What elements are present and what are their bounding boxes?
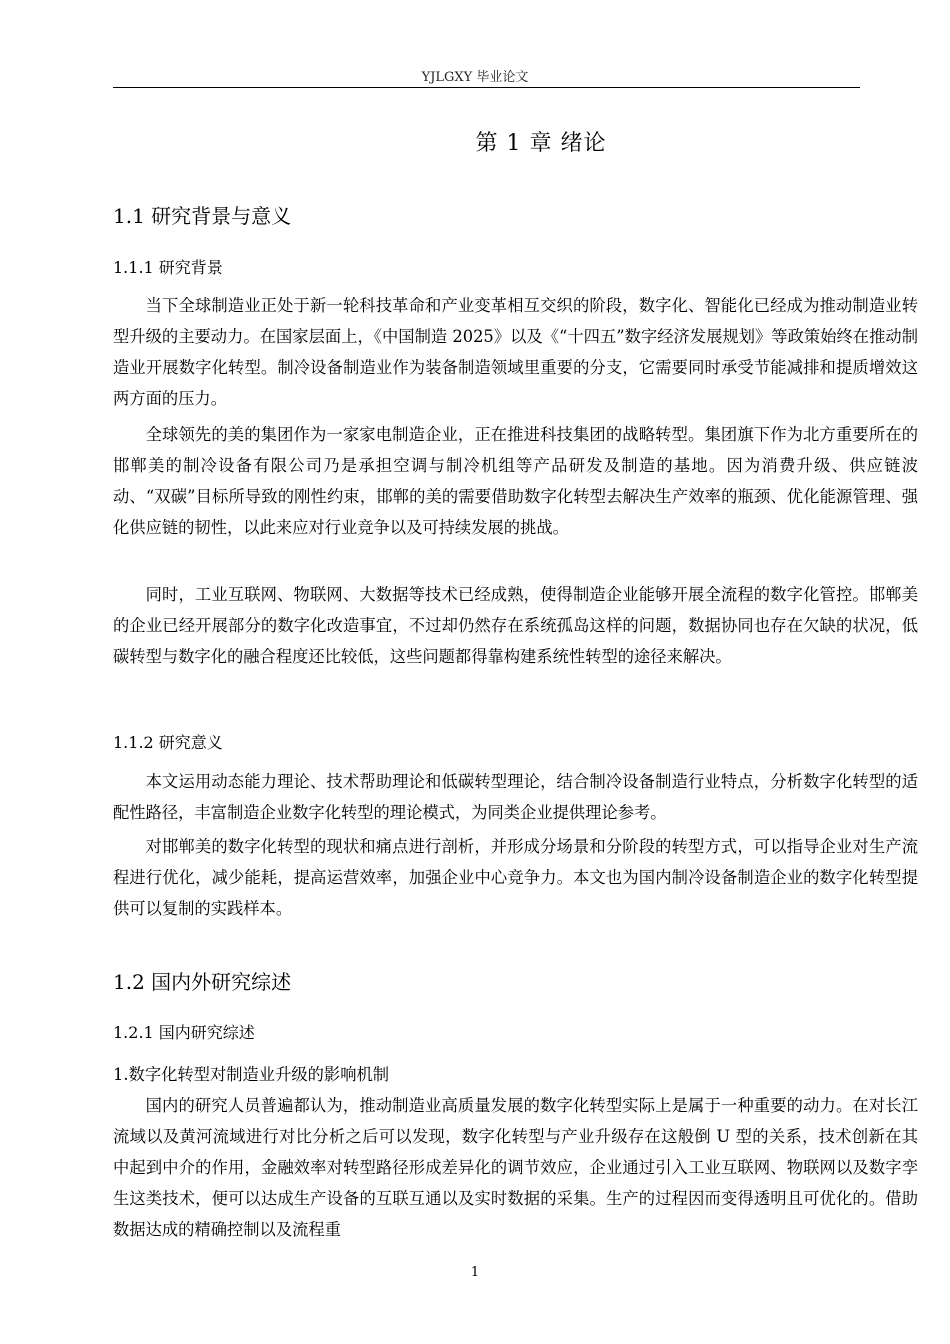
section-heading-1-1: 1.1 研究背景与意义 (113, 204, 292, 228)
page-number: 1 (470, 1265, 480, 1280)
paragraph: 国内的研究人员普遍都认为，推动制造业高质量发展的数字化转型实际上是属于一种重要的动力。在对长江流域以及黄河流域进行对比分析之后可以发现，数字化转型与产业升级存在这般倒 U 型的关系，技术创新在其中起到中介的作用，金融效率对转型路径形成差异化的调节效应，企业通过引入工业互联网、物联网以及数字孪生这类技术，便可以达成生产设备的互联互通以及实时数据的采集。生产的过程因而变得透明且可优化的。借助数据达成的精确控制以及流程重 (113, 1096, 918, 1239)
running-title: YJLGXY 毕业论文 (421, 70, 529, 85)
chapter-title: 第 1 章 绪论 (475, 131, 607, 156)
subsection-heading-1-2-1: 1.2.1 国内研究综述 (113, 1023, 255, 1042)
subsection-heading-1-1-1: 1.1.1 研究背景 (113, 258, 223, 277)
paragraph: 对邯郸美的数字化转型的现状和痛点进行剖析，并形成分场景和分阶段的转型方式，可以指导企业对生产流程进行优化，减少能耗，提高运营效率，加强企业中心竞争力。本文也为国内制冷设备制造企业的数字化转型提供可以复制的实践样本。 (113, 837, 918, 918)
numbered-subheading: 1.数字化转型对制造业升级的影响机制 (113, 1065, 390, 1084)
paragraph: 全球领先的美的集团作为一家家电制造企业，正在推进科技集团的战略转型。集团旗下作为北方重要所在的邯郸美的制冷设备有限公司乃是承担空调与制冷机组等产品研发及制造的基地。因为消费升级、供应链波动、“双碳”目标所导致的刚性约束，邯郸的美的需要借助数字化转型去解决生产效率的瓶颈、优化能源管理、强化供应链的韧性，以此来应对行业竞争以及可持续发展的挑战。 (113, 425, 918, 537)
section-heading-1-2: 1.2 国内外研究综述 (113, 970, 292, 994)
subsection-heading-1-1-2: 1.1.2 研究意义 (113, 733, 223, 752)
paragraph: 本文运用动态能力理论、技术帮助理论和低碳转型理论，结合制冷设备制造行业特点，分析数字化转型的适配性路径，丰富制造企业数字化转型的理论模式，为同类企业提供理论参考。 (113, 772, 918, 822)
header-divider (113, 87, 860, 88)
paragraph: 当下全球制造业正处于新一轮科技革命和产业变革相互交织的阶段，数字化、智能化已经成为推动制造业转型升级的主要动力。在国家层面上，《中国制造 2025》以及《“十四五”数字经济发展规划》等政策始终在推动制造业开展数字化转型。制冷设备制造业作为装备制造领域里重要的分支，它需要同时承受节能减排和提质增效这两方面的压力。 (113, 296, 918, 408)
paragraph: 同时，工业互联网、物联网、大数据等技术已经成熟，使得制造企业能够开展全流程的数字化管控。邯郸美的企业已经开展部分的数字化改造事宜，不过却仍然存在系统孤岛这样的问题，数据协同也存在欠缺的状况，低碳转型与数字化的融合程度还比较低，这些问题都得靠构建系统性转型的途径来解决。 (113, 585, 918, 666)
